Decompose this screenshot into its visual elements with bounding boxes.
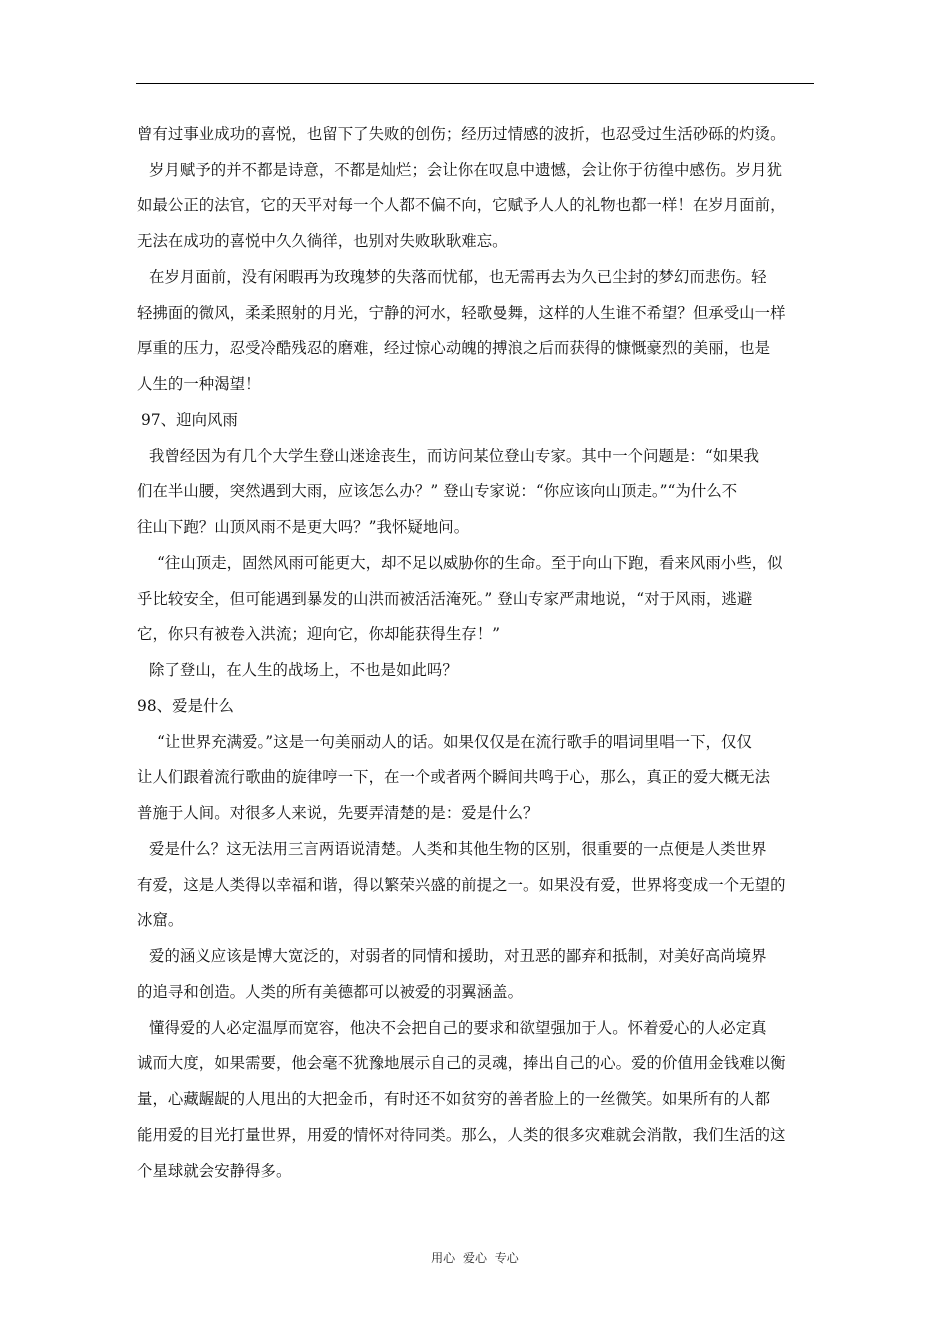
text-line: 97、迎向风雨: [141, 411, 238, 429]
header-rule: [136, 83, 814, 84]
text-line: 冰窟。: [137, 911, 184, 929]
text-line: 它，你只有被卷入洪流；迎向它，你却能获得生存！”: [137, 625, 501, 643]
text-line: 能用爱的目光打量世界，用爱的情怀对待同类。那么，人类的很多灾难就会消散，我们生活的这: [137, 1126, 786, 1144]
text-line: 我曾经因为有几个大学生登山迷途丧生，而访问某位登山专家。其中一个问题是：“如果我: [149, 447, 760, 465]
text-line: 轻拂面的微风，柔柔照射的月光，宁静的河水，轻歌曼舞，这样的人生谁不希望？但承受山一样: [137, 304, 786, 322]
text-line: 让人们跟着流行歌曲的旋律哼一下，在一个或者两个瞬间共鸣于心，那么，真正的爱大概无法: [137, 768, 771, 786]
text-line: 乎比较安全，但可能遇到暴发的山洪而被活活淹死。” 登山专家严肃地说，“对于风雨，逃避: [137, 590, 753, 608]
text-line: 如最公正的法官，它的天平对每一个人都不偏不向，它赋予人人的礼物也都一样！在岁月面前，: [137, 196, 786, 214]
text-line: 懂得爱的人必定温厚而宽容，他决不会把自己的要求和欲望强加于人。怀着爱心的人必定真: [149, 1019, 767, 1037]
text-line: 曾有过事业成功的喜悦，也留下了失败的创伤；经历过情感的波折，也忍受过生活砂砾的灼烫。: [137, 125, 786, 143]
text-line: 厚重的压力，忍受冷酷残忍的磨难，经过惊心动魄的搏浪之后而获得的慷慨豪烈的美丽，也是: [137, 339, 771, 357]
text-line: 无法在成功的喜悦中久久徜徉，也别对失败耿耿难忘。: [137, 232, 508, 250]
text-line: 往山下跑？山顶风雨不是更大吗？”我怀疑地问。: [137, 518, 470, 536]
text-line: “往山顶走，固然风雨可能更大，却不足以威胁你的生命。至于向山下跑，看来风雨小些，似: [157, 554, 783, 572]
text-line: 爱是什么？这无法用三言两语说清楚。人类和其他生物的区别，很重要的一点便是人类世界: [149, 840, 767, 858]
text-line: 们在半山腰，突然遇到大雨，应该怎么办？” 登山专家说：“你应该向山顶走。”“为什么不: [137, 482, 738, 500]
text-line: 爱的涵义应该是博大宽泛的，对弱者的同情和援助，对丑恶的鄙弃和抵制，对美好高尚境界: [149, 947, 767, 965]
text-line: 人生的一种渴望！: [137, 375, 261, 393]
text-line: 98、爱是什么: [137, 697, 234, 715]
text-line: 的追寻和创造。人类的所有美德都可以被爱的羽翼涵盖。: [137, 983, 524, 1001]
text-line: 普施于人间。对很多人来说，先要弄清楚的是：爱是什么？: [137, 804, 539, 822]
page-footer: 用心 爱心 专心: [431, 1251, 519, 1265]
text-line: 岁月赋予的并不都是诗意，不都是灿烂；会让你在叹息中遗憾，会让你于彷徨中感伤。岁月犹: [149, 161, 783, 179]
text-line: 量，心藏龌龊的人甩出的大把金币，有时还不如贫穷的善者脸上的一丝微笑。如果所有的人都: [137, 1090, 771, 1108]
text-line: 个星球就会安静得多。: [137, 1162, 292, 1180]
text-line: 诚而大度，如果需要，他会毫不犹豫地展示自己的灵魂，捧出自己的心。爱的价值用金钱难以衡: [137, 1054, 786, 1072]
text-line: 有爱，这是人类得以幸福和谐，得以繁荣兴盛的前提之一。如果没有爱，世界将变成一个无望的: [137, 876, 786, 894]
text-line: 在岁月面前，没有闲暇再为玫瑰梦的失落而忧郁，也无需再去为久已尘封的梦幻而悲伤。轻: [149, 268, 767, 286]
text-line: 除了登山，在人生的战场上，不也是如此吗？: [149, 661, 458, 679]
text-line: “让世界充满爱。”这是一句美丽动人的话。如果仅仅是在流行歌手的唱词里唱一下，仅仅: [157, 733, 752, 751]
